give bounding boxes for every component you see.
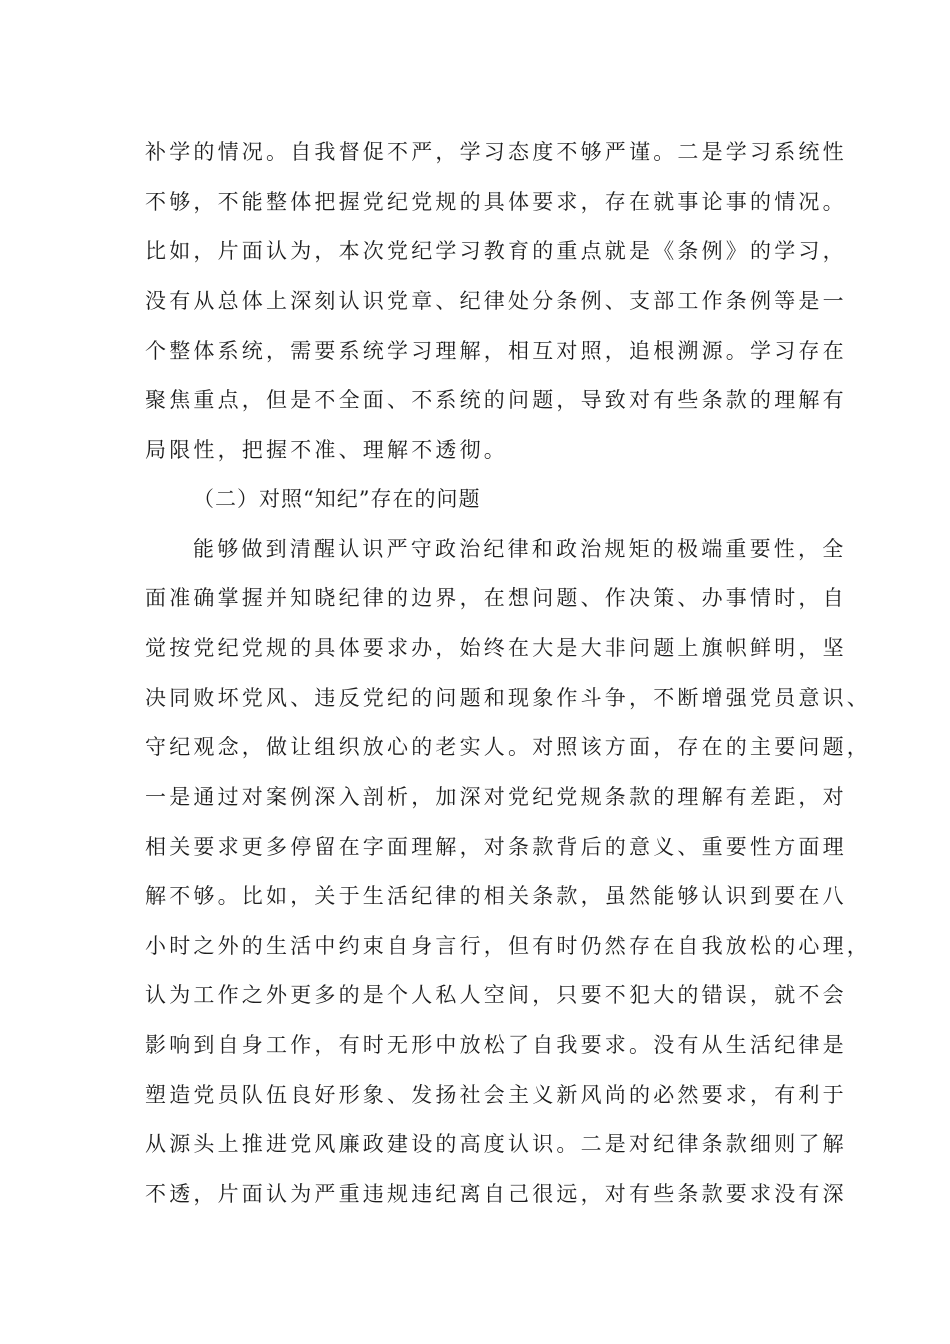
- text-line: 决同败坏党风、违反党纪的问题和现象作斗争，不断增强党员意识、: [145, 686, 871, 710]
- text-line: 相关要求更多停留在字面理解，对条款背后的意义、重要性方面理: [145, 835, 847, 859]
- text-line: 不够，不能整体把握党纪党规的具体要求，存在就事论事的情况。: [145, 190, 847, 214]
- text-line: 影响到自身工作，有时无形中放松了自我要求。没有从生活纪律是: [145, 1033, 847, 1057]
- text-line: 没有从总体上深刻认识党章、纪律处分条例、支部工作条例等是一: [145, 289, 847, 313]
- text-line: 觉按党纪党规的具体要求办，始终在大是大非问题上旗帜鲜明，坚: [145, 636, 847, 660]
- text-line: 个整体系统，需要系统学习理解，相互对照，追根溯源。学习存在: [145, 339, 847, 363]
- text-line: 局限性，把握不准、理解不透彻。: [145, 438, 508, 462]
- text-line: 小时之外的生活中约束自身言行，但有时仍然存在自我放松的心理，: [145, 934, 871, 958]
- text-line: 塑造党员队伍良好形象、发扬社会主义新风尚的必然要求，有利于: [145, 1083, 847, 1107]
- text-line: 从源头上推进党风廉政建设的高度认识。二是对纪律条款细则了解: [145, 1132, 847, 1156]
- text-line: 解不够。比如，关于生活纪律的相关条款，虽然能够认识到要在八: [145, 884, 847, 908]
- text-line: 面准确掌握并知晓纪律的边界，在想问题、作决策、办事情时，自: [145, 586, 847, 610]
- section-heading: （二）对照“知纪”存在的问题: [193, 487, 481, 511]
- text-line: 能够做到清醒认识严守政治纪律和政治规矩的极端重要性，全: [193, 537, 847, 561]
- text-line: 守纪观念，做让组织放心的老实人。对照该方面，存在的主要问题，: [145, 735, 871, 759]
- text-line: 聚焦重点，但是不全面、不系统的问题，导致对有些条款的理解有: [145, 388, 847, 412]
- text-line: 比如，片面认为，本次党纪学习教育的重点就是《条例》的学习，: [145, 239, 847, 263]
- text-line: 补学的情况。自我督促不严，学习态度不够严谨。二是学习系统性: [145, 140, 847, 164]
- text-line: 不透，片面认为严重违规违纪离自己很远，对有些条款要求没有深: [145, 1182, 847, 1206]
- text-line: 一是通过对案例深入剖析，加深对党纪党规条款的理解有差距，对: [145, 785, 847, 809]
- text-line: 认为工作之外更多的是个人私人空间，只要不犯大的错误，就不会: [145, 983, 847, 1007]
